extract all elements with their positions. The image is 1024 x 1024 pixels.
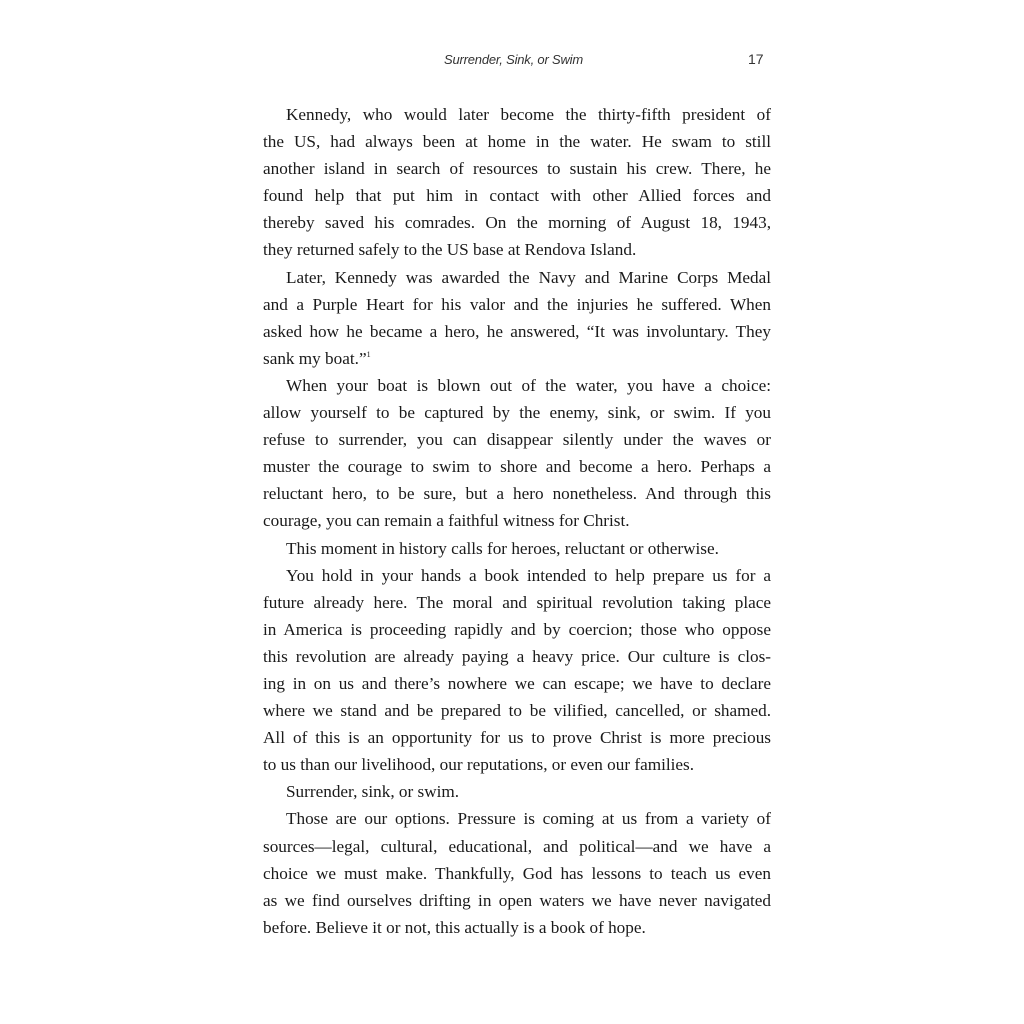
text-line: Those are our options. Pressure is coming at us from a variety of [286,809,771,829]
text-line: ing in on us and there’s nowhere we can escape; we have to declare [263,673,771,693]
text-line: thereby saved his comrades. On the morning of August 18, 1943, [263,213,771,233]
page-number: 17 [748,51,764,67]
text-line: courage, you can remain a faithful witness for Christ. [263,511,630,531]
text-line: choice we must make. Thankfully, God has lessons to teach us even [263,863,771,883]
text-line: to us than our livelihood, our reputations, or even our families. [263,755,695,775]
text-line: sources—legal, cultural, educational, and political—and we have a [263,836,771,856]
text-line: When your boat is blown out of the water, you have a choice: [286,375,771,395]
body-text [263,101,771,941]
text-line: Later, Kennedy was awarded the Navy and Marine Corps Medal [286,267,771,287]
text-line: All of this is an opportunity for us to prove Christ is more precious [263,728,771,748]
text-line: asked how he became a hero, he answered, “It was involuntary. They [263,321,771,341]
text-line: muster the courage to swim to shore and become a hero. Perhaps a [263,457,771,477]
footnote-marker: 1 [366,349,371,359]
text-line: in America is proceeding rapidly and by coercion; those who oppose [263,619,771,639]
text-line: sank my boat.” [263,348,367,368]
text-line: before. Believe it or not, this actually is a book of hope. [263,917,646,937]
text-line: You hold in your hands a book intended to help prepare us for a [286,565,771,585]
text-line: refuse to surrender, you can disappear silently under the waves or [263,430,771,450]
running-head [0,52,1024,74]
text-line: future already here. The moral and spiritual revolution taking place [263,592,771,612]
text-line: another island in search of resources to sustain his crew. There, he [263,159,771,179]
text-line: reluctant hero, to be sure, but a hero nonetheless. And through this [263,484,771,504]
text-line: Surrender, sink, or swim. [286,782,460,802]
running-head-title: Surrender, Sink, or Swim [444,52,583,67]
text-line: allow yourself to be captured by the enemy, sink, or swim. If you [263,403,771,423]
text-line: as we find ourselves drifting in open waters we have never navigated [263,890,771,910]
text-line: this revolution are already paying a heavy price. Our culture is clos- [263,646,771,666]
text-line: and a Purple Heart for his valor and the injuries he suffered. When [263,294,771,314]
text-line: where we stand and be prepared to be vilified, cancelled, or shamed. [263,701,771,721]
text-line: Kennedy, who would later become the thirty-fifth president of [286,105,771,124]
text-line: they returned safely to the US base at Rendova Island. [263,240,637,260]
text-line: This moment in history calls for heroes, reluctant or otherwise. [286,538,719,558]
text-line: found help that put him in contact with other Allied forces and [263,186,771,206]
text-line: the US, had always been at home in the water. He swam to still [263,132,771,152]
text-line-with-note [263,345,771,372]
